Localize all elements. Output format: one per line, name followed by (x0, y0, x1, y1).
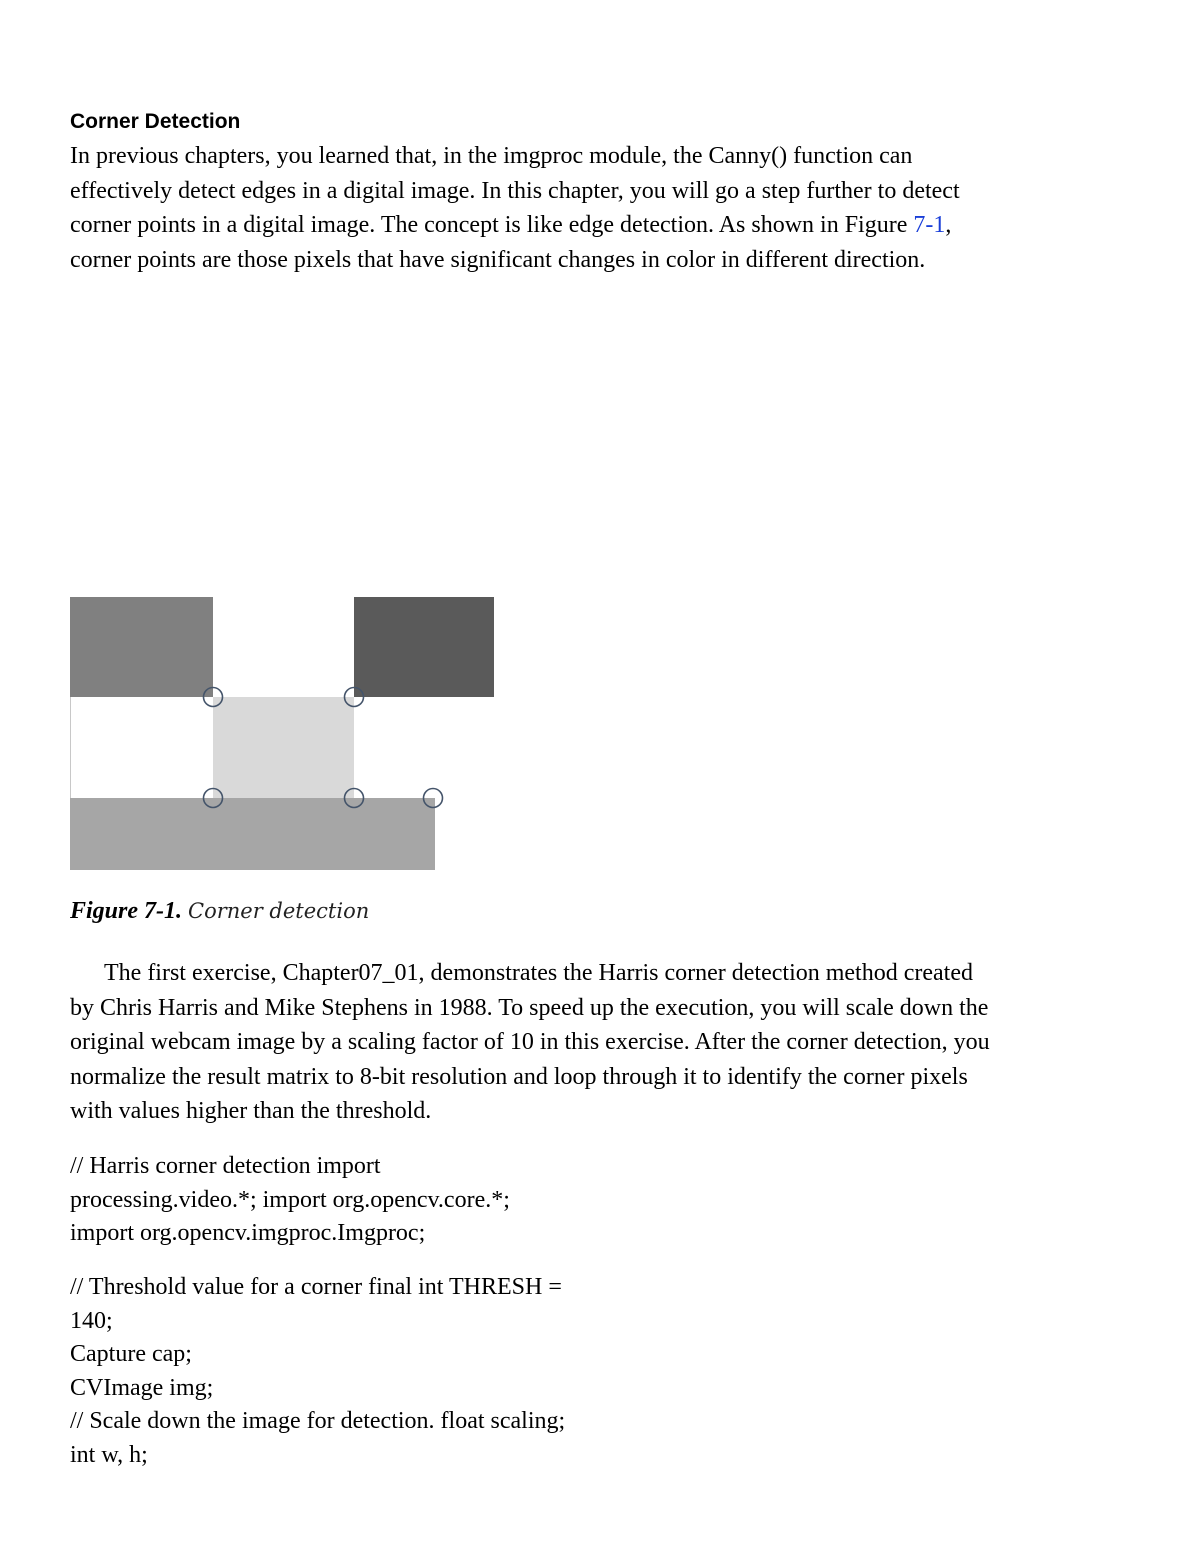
top-left-block (70, 597, 213, 697)
body-line: The first exercise, Chapter07_01, demonstrates the Harris corner detection method created (104, 960, 973, 986)
intro-line-text: , (945, 212, 952, 238)
intro-paragraph (70, 139, 1140, 277)
body-line: with values higher than the threshold. (70, 1098, 432, 1124)
intro-line-text: corner points in a digital image. The concept is like edge detection. As shown in Figure (70, 212, 914, 238)
figure-caption-text: Corner detection (188, 899, 370, 923)
code-line: processing.video.*; import org.opencv.core.*; (70, 1186, 510, 1213)
code-line: // Threshold value for a corner final int THRESH = (70, 1274, 562, 1300)
figure-reference-link[interactable]: 7-1 (913, 212, 946, 238)
figure-caption (70, 895, 369, 927)
body-line: by Chris Harris and Mike Stephens in 1988. To speed up the execution, you will scale down the (70, 994, 989, 1021)
intro-line: In previous chapters, you learned that, in the imgproc module, the Canny() function can (70, 143, 913, 169)
bottom-block (70, 798, 435, 870)
body-line: normalize the result matrix to 8-bit resolution and loop through it to identify the corner pixels (70, 1063, 968, 1090)
corner-diagram (70, 597, 500, 872)
intro-line: corner points are those pixels that have significant changes in color in different direction. (70, 246, 926, 273)
middle-block (213, 697, 354, 798)
code-line: import org.opencv.imgproc.Imgproc; (70, 1220, 426, 1246)
code-line: CVImage img; (70, 1374, 214, 1401)
section-heading: Corner Detection (70, 110, 241, 133)
code-line: Capture cap; (70, 1341, 192, 1367)
code-block-imports (70, 1150, 510, 1251)
code-line: int w, h; (70, 1441, 148, 1468)
intro-line (70, 208, 1140, 243)
code-line: // Scale down the image for detection. float scaling; (70, 1408, 566, 1434)
body-paragraph (70, 956, 1140, 1129)
figure-caption-label: Figure 7-1. (70, 898, 183, 924)
intro-line: effectively detect edges in a digital image. In this chapter, you will go a step further to detect (70, 177, 960, 204)
code-line: 140; (70, 1307, 113, 1334)
corner-detection-figure (70, 597, 500, 872)
code-block-declarations (70, 1271, 565, 1472)
code-line: // Harris corner detection import (70, 1153, 381, 1179)
body-line: original webcam image by a scaling factor of 10 in this exercise. After the corner detection, you (70, 1029, 990, 1055)
top-right-block (354, 597, 494, 697)
